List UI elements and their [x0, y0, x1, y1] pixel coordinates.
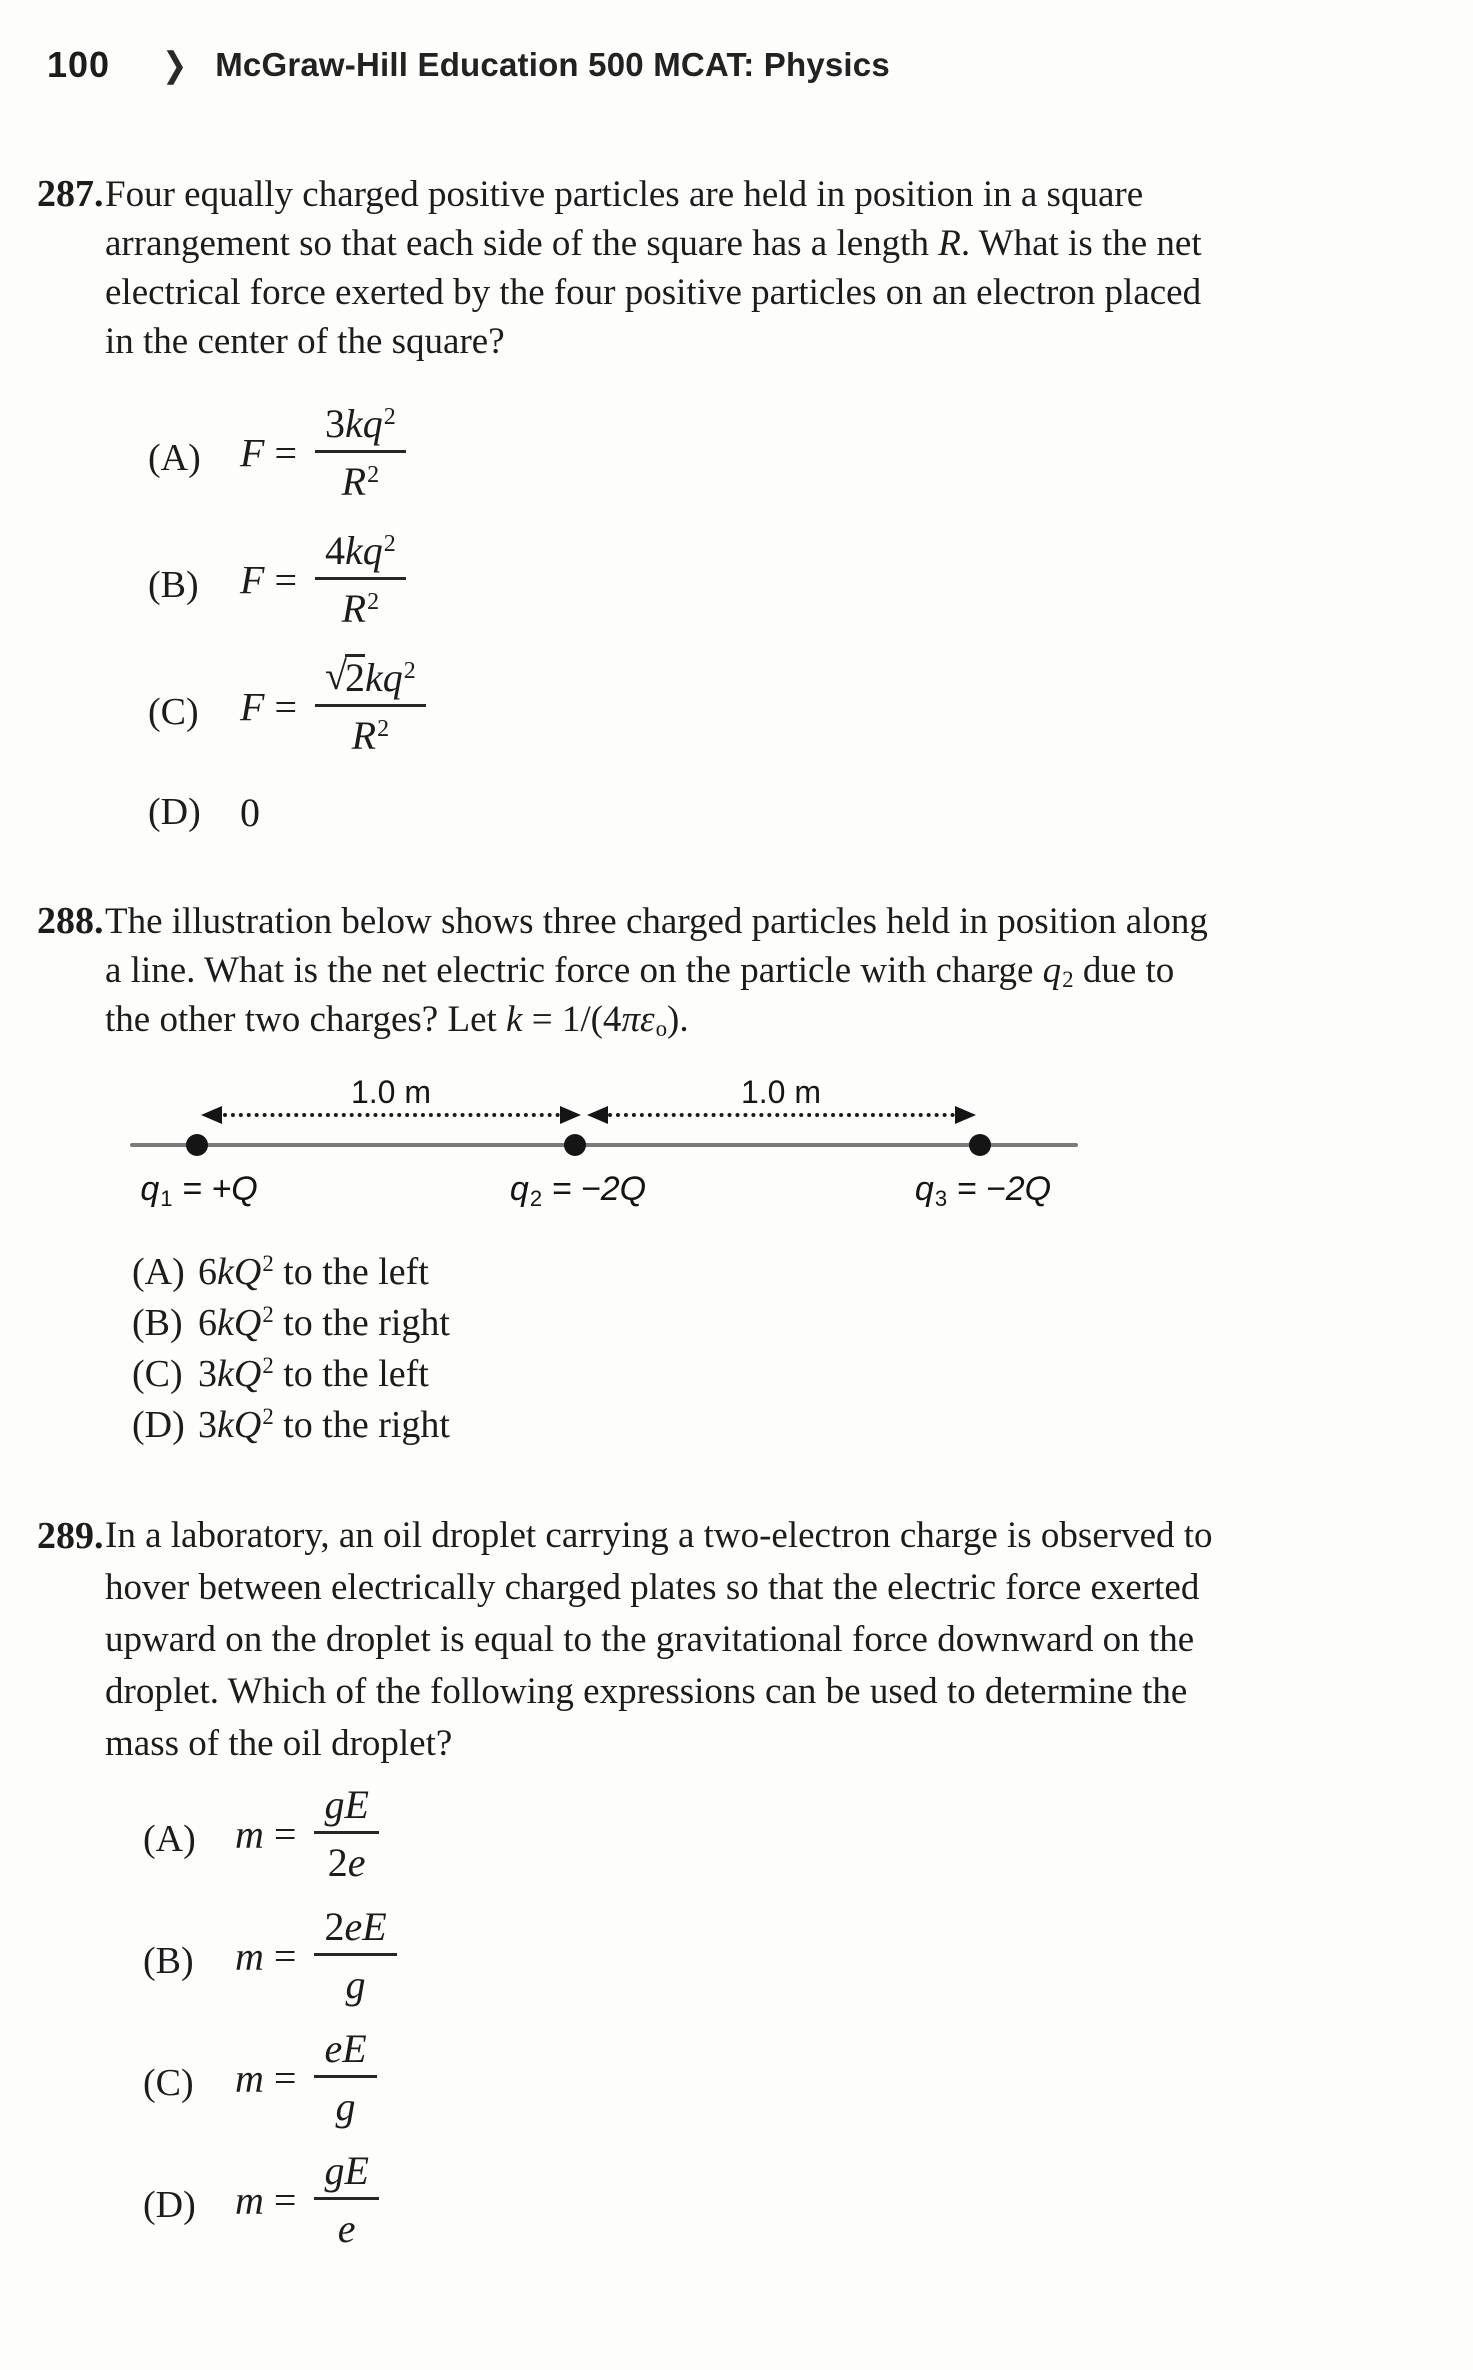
choice-289-B	[143, 1904, 843, 2013]
choice-287-A	[148, 401, 848, 510]
question-288-text	[105, 897, 1437, 1044]
arrowhead-right-icon	[955, 1106, 976, 1124]
choice-label: (D)	[148, 791, 201, 833]
page-number: 100	[47, 44, 111, 85]
choice-288-B	[132, 1297, 932, 1348]
choice-label: (B)	[143, 1939, 194, 1982]
question-289-choices	[143, 1782, 843, 2274]
question-289-line: mass of the oil droplet?	[105, 1723, 453, 1764]
question-287	[37, 170, 1437, 366]
choice-287-B	[148, 528, 848, 637]
choice-289-C	[143, 2026, 843, 2135]
charge-dot-q1	[186, 1134, 208, 1156]
measure-dotted-line	[608, 1113, 955, 1117]
question-288-number: 288.	[37, 900, 104, 942]
choice-label: (D)	[143, 2183, 196, 2226]
choice-288-D	[132, 1399, 932, 1450]
choice-label: (C)	[143, 2061, 194, 2104]
choice-289-D	[143, 2148, 843, 2257]
question-289	[37, 1510, 1437, 1770]
question-289-line: droplet. Which of the following expressions can be used to determine the	[105, 1671, 1188, 1712]
choice-label: (D)	[132, 1403, 185, 1446]
choice-label: (C)	[148, 690, 199, 733]
question-287-number: 287.	[37, 173, 104, 215]
choice-formula: F = $\frac{3kq^2}{R^2}$	[240, 405, 414, 510]
question-289-line: In a laboratory, an oil droplet carrying a two-electron charge is observed to	[105, 1515, 1213, 1556]
question-288	[37, 897, 1437, 1044]
choice-288-C	[132, 1348, 932, 1399]
choice-label: (B)	[148, 563, 199, 606]
charge-label-q3: q3 = −2Q	[914, 1170, 1052, 1211]
choice-formula: F = $\frac{√2kq^2}{R^2}$	[240, 659, 434, 764]
page-header	[47, 44, 890, 86]
distance-label: 1.0 m	[740, 1074, 822, 1110]
choice-label: (A)	[143, 1817, 196, 1860]
choice-formula: $3kQ^2$ to the left	[198, 1352, 429, 1395]
arrowhead-left-icon	[587, 1106, 608, 1124]
question-288-line: a line. What is the net electric force on the particle with charge q2 due to	[105, 950, 1175, 993]
question-287-line: electrical force exerted by the four positive particles on an electron placed	[105, 272, 1202, 313]
question-289-line: upward on the droplet is equal to the gravitational force downward on the	[105, 1619, 1195, 1660]
question-287-choices	[148, 401, 848, 860]
choice-formula: $6kQ^2$ to the left	[198, 1250, 429, 1293]
choice-289-A	[143, 1782, 843, 1891]
chevron-icon: ❯	[162, 46, 188, 84]
measure-dotted-line	[223, 1113, 560, 1117]
question-288-line: the other two charges? Let k = 1/(4πεo).	[105, 999, 689, 1042]
choice-label: (B)	[132, 1301, 183, 1344]
question-287-line: Four equally charged positive particles are held in position in a square	[105, 174, 1144, 215]
choice-formula: $6kQ^2$ to the right	[198, 1301, 450, 1344]
arrowhead-left-icon	[201, 1106, 222, 1124]
question-288-line: The illustration below shows three charged particles held in position along	[105, 901, 1208, 942]
choice-287-C	[148, 653, 848, 764]
choice-formula: m = $\frac{eE}{g}$	[235, 2030, 385, 2135]
charge-label-q2: q2 = −2Q	[509, 1170, 647, 1211]
choice-label: (A)	[148, 436, 201, 479]
choice-formula: m = $\frac{gE}{2e}$	[235, 1786, 387, 1891]
choice-formula: F = $\frac{4kq^2}{R^2}$	[240, 532, 414, 637]
question-288-choices	[132, 1246, 932, 1450]
choice-label: (C)	[132, 1352, 183, 1395]
choice-formula: 0	[240, 789, 260, 835]
question-289-line: hover between electrically charged plates so that the electric force exerted	[105, 1567, 1200, 1608]
choice-287-D	[148, 786, 848, 838]
choice-label: (A)	[132, 1250, 185, 1293]
choice-formula: m = $\frac{2eE}{g}$	[235, 1908, 405, 2013]
question-289-number: 289.	[37, 1515, 104, 1557]
question-287-line: arrangement so that each side of the square has a length R. What is the net	[105, 223, 1202, 264]
choice-288-A	[132, 1246, 932, 1297]
book-title: McGraw-Hill Education 500 MCAT: Physics	[215, 46, 890, 83]
question-289-text	[105, 1510, 1437, 1770]
charge-label-q1: q1 = +Q	[140, 1170, 258, 1211]
choice-formula: m = $\frac{gE}{e}$	[235, 2152, 387, 2257]
distance-label: 1.0 m	[350, 1074, 432, 1110]
charge-line	[130, 1143, 1078, 1147]
arrowhead-right-icon	[560, 1106, 581, 1124]
charge-dot-q3	[969, 1134, 991, 1156]
charge-line-diagram	[95, 1072, 1105, 1224]
choice-formula: $3kQ^2$ to the right	[198, 1403, 450, 1446]
charge-dot-q2	[564, 1134, 586, 1156]
question-287-text	[105, 170, 1437, 366]
question-287-line: in the center of the square?	[105, 321, 505, 362]
